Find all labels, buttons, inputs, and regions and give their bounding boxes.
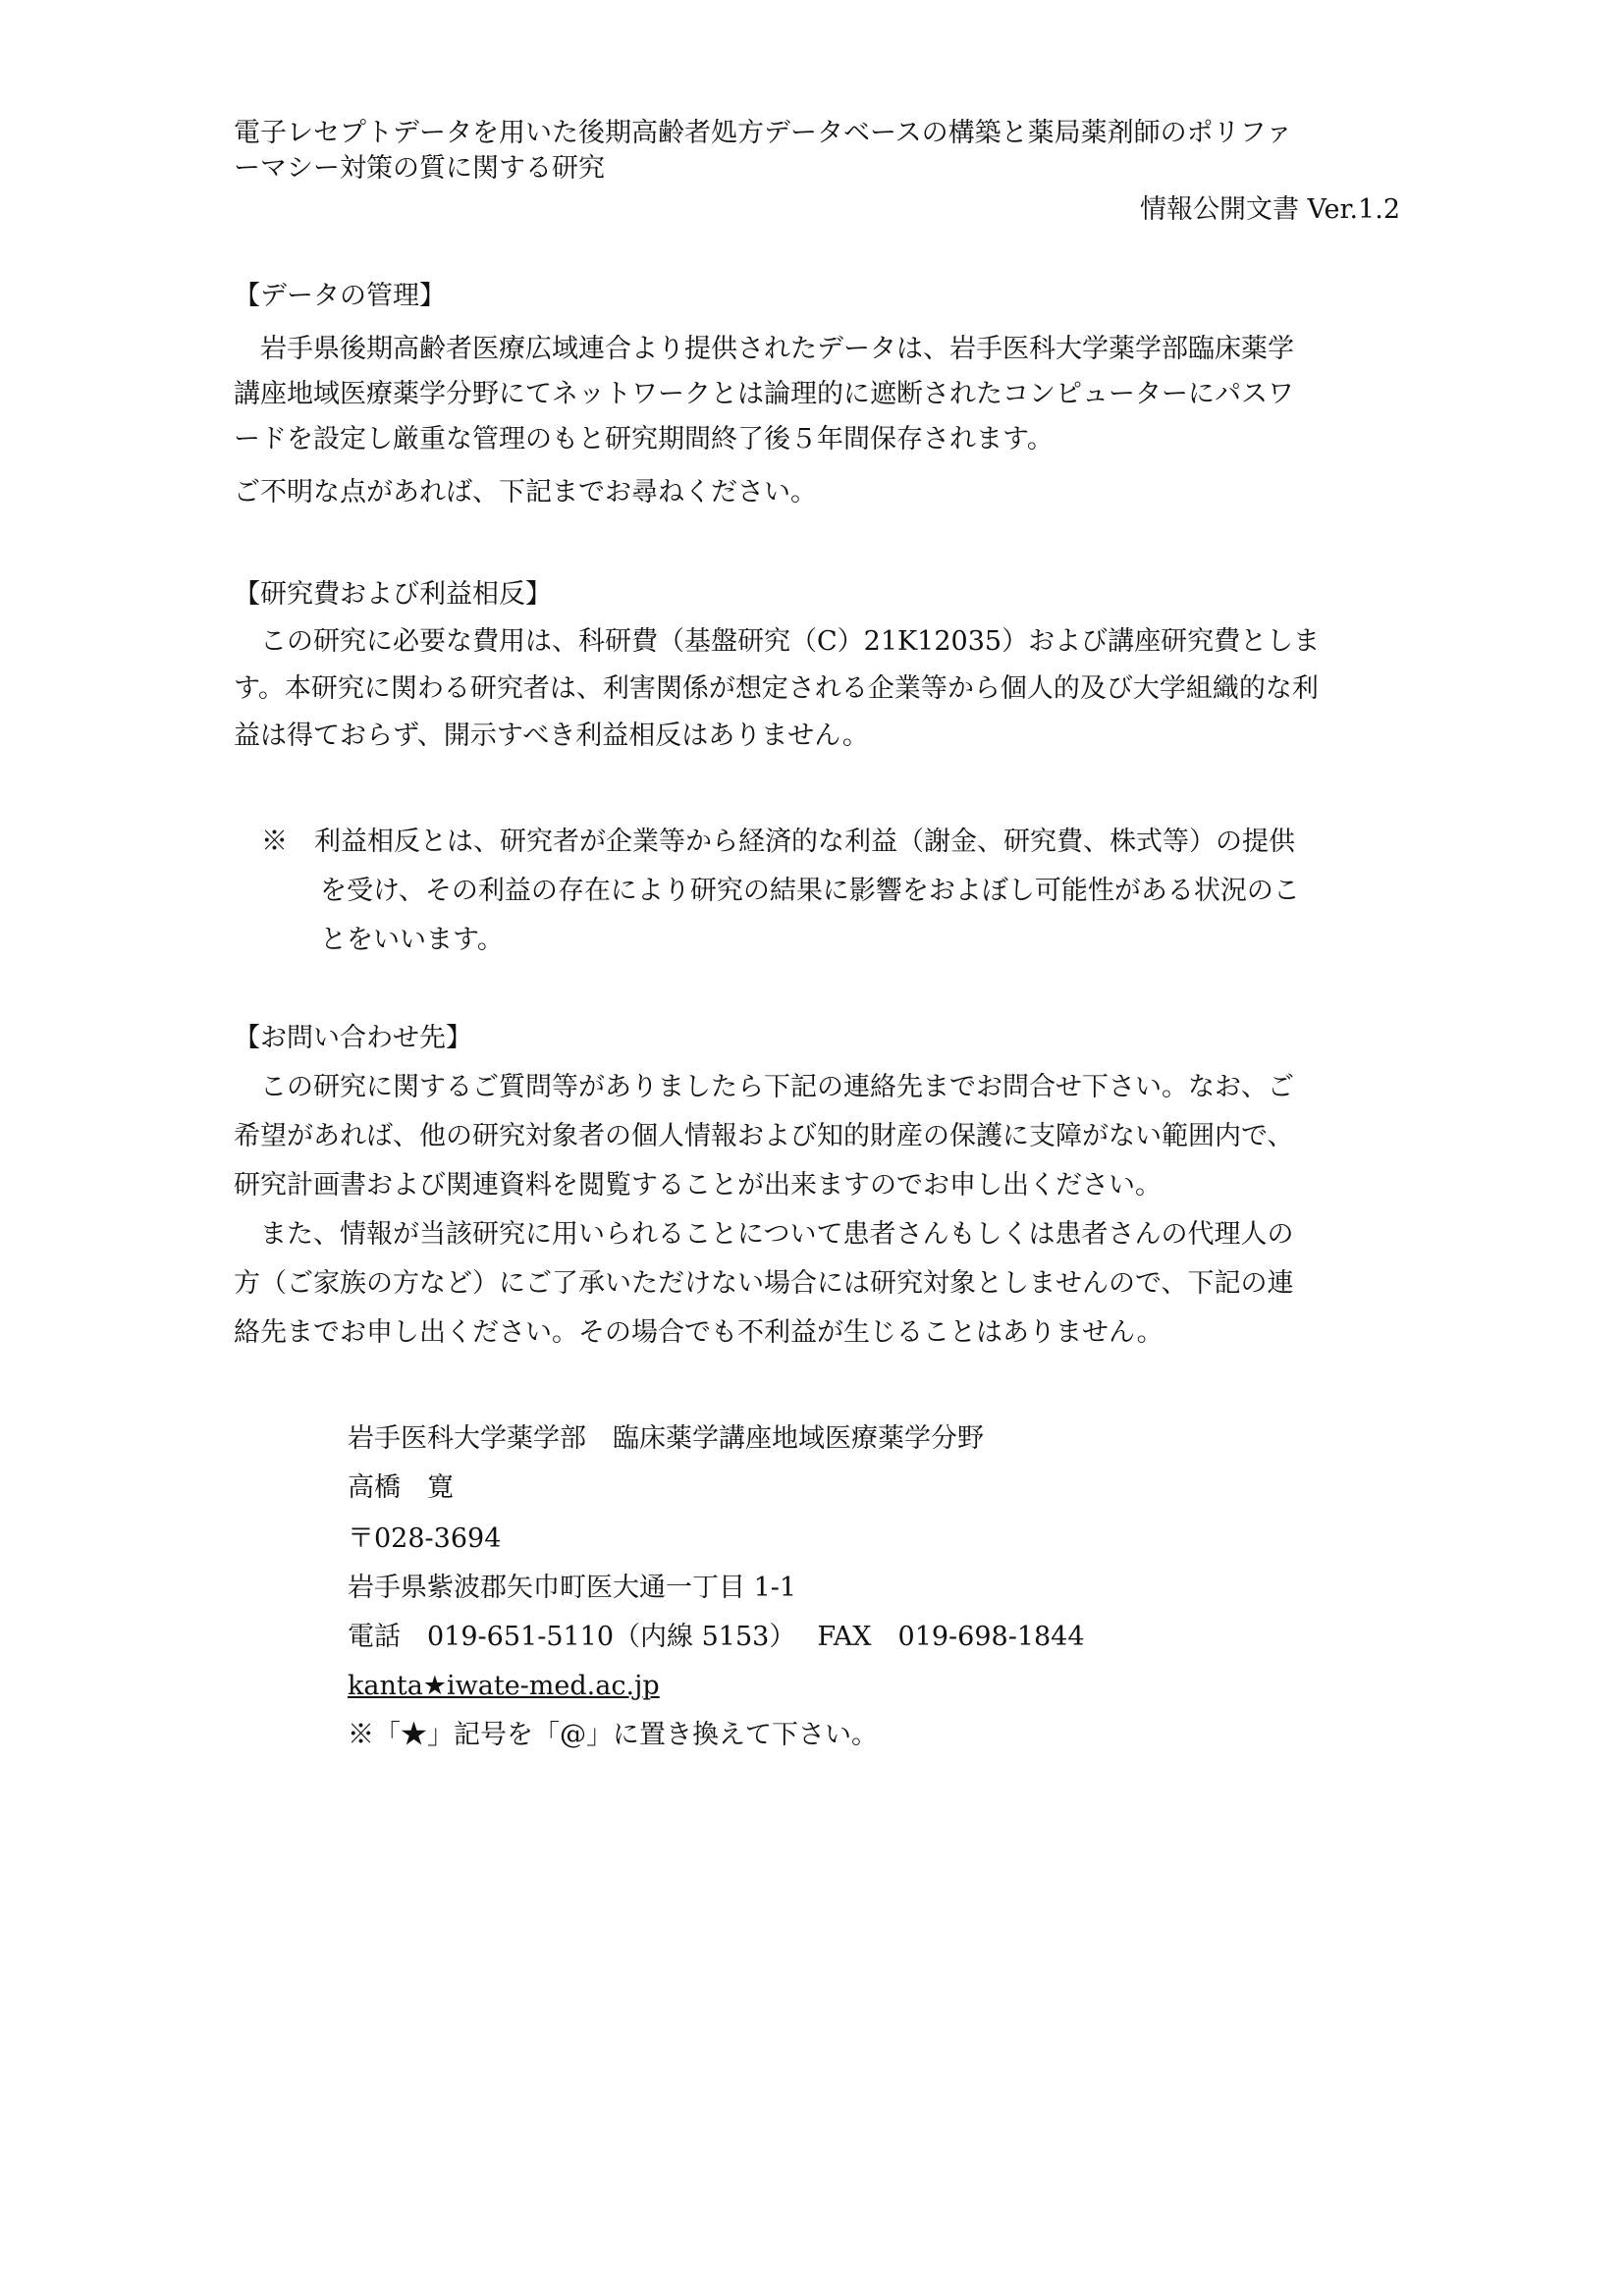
- funding-line-2: す。本研究に関わる研究者は、利害関係が想定される企業等から個人的及び大学組織的な利: [234, 673, 1319, 704]
- contact-line-6: 絡先までお申し出ください。その場合でも不利益が生じることはありません。: [234, 1317, 1164, 1348]
- data-management-heading: 【データの管理】: [234, 281, 446, 311]
- title-line-1: 電子レセプトデータを用いた後期高齢者処方データベースの構築と薬局薬剤師のポリファ: [234, 118, 1293, 148]
- contact-line-5: 方（ご家族の方など）にご了承いただけない場合には研究対象としませんので、下記の連: [234, 1268, 1294, 1299]
- contact-street-address: 岩手県紫波郡矢巾町医大通一丁目 1-1: [348, 1573, 797, 1603]
- title-line-2: ーマシー対策の質に関する研究: [234, 153, 605, 184]
- coi-note-line-3: とをいいます。: [320, 925, 504, 955]
- contact-line-4: また、情報が当該研究に用いられることについて患者さんもしくは患者さんの代理人の: [234, 1219, 1294, 1250]
- coi-note-line-2: を受け、その利益の存在により研究の結果に影響をおよぼし可能性がある状況のこ: [320, 876, 1300, 906]
- data-management-line-4: ご不明な点があれば、下記までお尋ねください。: [234, 477, 817, 507]
- coi-note-line-1: ※ 利益相反とは、研究者が企業等から経済的な利益（謝金、研究費、株式等）の提供: [261, 827, 1295, 857]
- contact-line-1: この研究に関するご質問等がありましたら下記の連絡先までお問合せ下さい。なお、ご: [234, 1072, 1294, 1102]
- funding-line-3: 益は得ておらず、開示すべき利益相反はありません。: [234, 721, 869, 751]
- contact-postal-code: 〒028-3694: [348, 1523, 502, 1554]
- contact-name: 高橋 寛: [348, 1472, 454, 1503]
- version-label: 情報公開文書 Ver.1.2: [1139, 194, 1400, 225]
- funding-line-1: この研究に必要な費用は、科研費（基盤研究（C）21K12035）および講座研究費としま: [234, 626, 1321, 657]
- contact-email-link[interactable]: kanta★iwate-med.ac.jp: [348, 1671, 660, 1701]
- data-management-line-3: ードを設定し厳重な管理のもと研究期間終了後５年間保存されます。: [234, 424, 1054, 454]
- funding-heading: 【研究費および利益相反】: [234, 579, 552, 610]
- data-management-line-1: 岩手県後期高齢者医療広域連合より提供されたデータは、岩手医科大学薬学部臨床薬学: [234, 334, 1294, 364]
- contact-line-2: 希望があれば、他の研究対象者の個人情報および知的財産の保護に支障がない範囲内で、: [234, 1121, 1294, 1151]
- data-management-line-2: 講座地域医療薬学分野にてネットワークとは論理的に遮断されたコンピューターにパスワ: [234, 379, 1294, 409]
- email-note: ※「★」記号を「@」に置き換えて下さい。: [348, 1720, 878, 1750]
- contact-heading: 【お問い合わせ先】: [234, 1023, 472, 1053]
- contact-line-3: 研究計画書および関連資料を閲覧することが出来ますのでお申し出ください。: [234, 1170, 1162, 1201]
- contact-phone-fax: 電話 019-651-5110（内線 5153） FAX 019-698-1844: [348, 1622, 1085, 1652]
- contact-department: 岩手医科大学薬学部 臨床薬学講座地域医療薬学分野: [348, 1423, 984, 1454]
